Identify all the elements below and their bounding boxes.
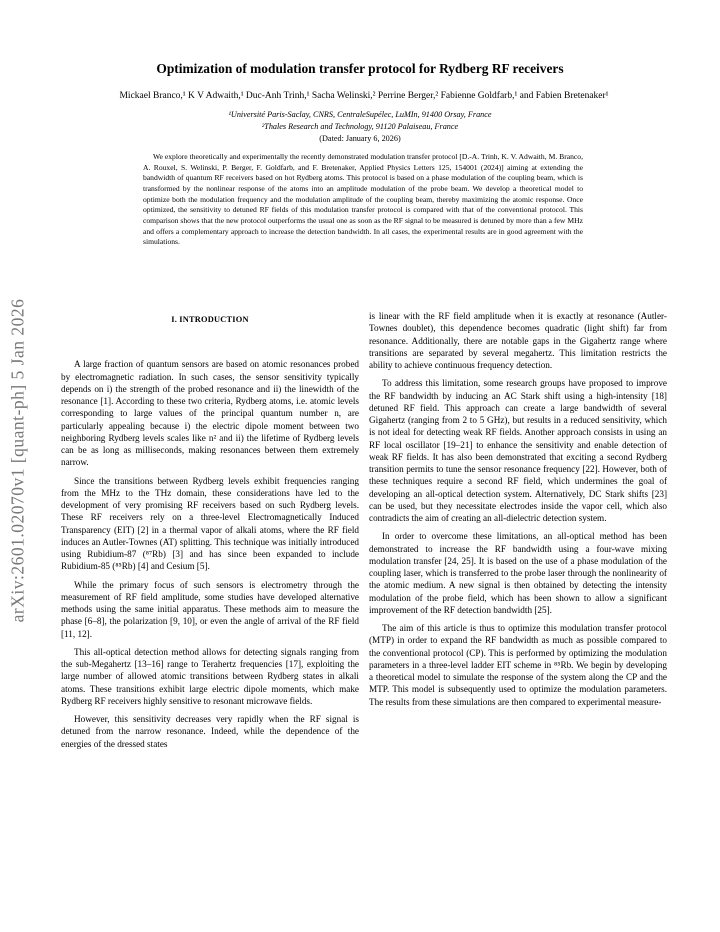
section-heading: I. INTRODUCTION <box>171 315 249 324</box>
paragraph: In order to overcome these limitations, an all-optical method has been demonstrated to increase the RF bandwidth using a four-wave mixing modulation transfer [24, 25]. It is based on the use of a phase modulation of the coupling laser, which is transferred to the probe laser through the nonlinearity of the atomic medium. A new signal is then obtained by detecting the intensity modulation of the probe field, which has been shown to allow a significant improvement of the RF detection bandwidth [25]. <box>369 531 667 615</box>
left-column <box>61 310 359 756</box>
paragraph: is linear with the RF field amplitude when it is exactly at resonance (Autler-Townes doublet), this dependence becomes quadratic (light shift) far from resonance. Additionally, there are notable gaps in the Gigahertz range where transitions are separated by several megahertz. This limitation restricts the ability to achieve continuous frequency detection. <box>369 311 667 370</box>
paper-title: Optimization of modulation transfer protocol for Rydberg RF receivers <box>156 61 564 76</box>
author-list: Mickael Branco,¹ K V Adwaith,¹ Duc-Anh Trinh,¹ Sacha Welinski,² Perrine Berger,² Fabienne Goldfarb,¹ and Fabien Bretenaker¹ <box>119 91 609 101</box>
right-column <box>369 310 667 714</box>
date-line: (Dated: January 6, 2026) <box>319 134 401 143</box>
paragraph: To address this limitation, some research groups have proposed to improve the RF bandwidth by inducing an AC Stark shift using a high-intensity [18] detuned RF field. This approach can create a large bandwidth of several Gigahertz (ranging from 2 to 5 GHz), but results in a reduced sensitivity, which is not ideal for detecting weak RF fields. Another approach consists in using an RF local oscillator [19–21] to enhance the sensitivity and enable detection of weak RF fields. It has also been demonstrated that exciting a second Rydberg transition permits to tune the sensor resonance frequency [22]. However, both of these techniques require a second RF field, which undermines the goal of developing an all-optical detection system. Alternatively, DC Stark shifts [23] can be used, but they necessitate electrodes inside the vapor cell, which also contradicts the aim of creating an all-dielectric detection system. <box>369 378 667 523</box>
arxiv-stamp: arXiv:2601.02070v1 [quant-ph] 5 Jan 2026 <box>7 298 28 623</box>
affiliation-2: ²Thales Research and Technology, 91120 Palaiseau, France <box>261 122 459 131</box>
abstract: We explore theoretically and experimentally the recently demonstrated modulation transfer protocol [D.-A. Trinh, K. V. Adwaith, M. Branco, A. Rouxel, S. Welinski, P. Berger, F. Goldfarb, and F. Bretenaker, Applied Physics Letters 125, 154001 (2024)] aiming at extending the bandwidth of quantum RF receivers based on hot Rydberg atoms. This protocol is based on a phase modulation of the coupling beam, which is transformed by the nonlinear response of the atoms into an amplitude modulation of the probe beam. We develop a theoretical model to optimize both the modulation frequency and the modulation amplitude of the coupling beam, thereby maximizing the atomic response. Once optimized, the sensitivity to detuned RF fields of this modulation transfer protocol is compared with that of the conventional protocol. This comparison shows that the new protocol outperforms the usual one as soon as the RF signal to be measured is detuned by more than a few MHz and offers a complementary approach to increase the detection bandwidth. In all cases, the experimental results are in good agreement with the simulations. <box>143 152 583 247</box>
paragraph: However, this sensitivity decreases very rapidly when the RF signal is detuned from the narrow resonance. Indeed, while the dependence of the energies of the dressed states <box>61 714 359 749</box>
paragraph: The aim of this article is thus to optimize this modulation transfer protocol (MTP) in order to expand the RF bandwidth as much as possible compared to the conventional protocol (CP). This is performed by optimizing the modulation parameters in a three-level ladder EIT scheme in ⁸⁵Rb. We begin by developing a theoretical model to simulate the response of the system along the CP and the MTP. This model is subsequently used to optimize the modulation parameters. The results from these simulations are then compared to experimental measure- <box>369 623 667 707</box>
paragraph: A large fraction of quantum sensors are based on atomic resonances probed by electromagnetic radiation. In such cases, the sensor sensitivity typically depends on i) the strength of the probed resonance and ii) the linewidth of the resonance [1]. According to these two criteria, Rydberg atoms, i.e. atomic levels corresponding to large values of the principal quantum number n, are particularly appealing because i) the electric dipole moment between two neighboring Rydberg levels scales like n² and ii) the lifetime of Rydberg levels can be as long as milliseconds, making resonances between them extremely narrow. <box>61 359 359 468</box>
paragraph: Since the transitions between Rydberg levels exhibit frequencies ranging from the MHz to the THz domain, these considerations have led to the development of very promising RF receivers based on such Rydberg levels. These RF receivers rely on a three-level Electromagnetically Induced Transparency (EIT) [2] in a thermal vapor of alkali atoms, where the RF field induces an Autler-Townes (AT) splitting. This technique was initially introduced using Rubidium-87 (⁸⁷Rb) [3] and has since been expanded to include Rubidium-85 (⁸⁵Rb) [4] and Cesium [5]. <box>61 475 359 572</box>
paragraph: While the primary focus of such sensors is electrometry through the measurement of RF field amplitude, some studies have developed alternative methods using the same initial apparatus. These methods aim to measure the phase [6–8], the polarization [9, 10], or even the angle of arrival of the RF field [11, 12]. <box>61 579 359 639</box>
paragraph: This all-optical detection method allows for detecting signals ranging from the sub-Megahertz [13–16] range to Terahertz frequencies [17], exploiting the large number of allowed atomic transitions between Rydberg states in alkali atoms. These transitions exhibit large electric dipole moments, which make Rydberg RF receivers highly sensitive to resonant microwave fields. <box>61 646 359 706</box>
affiliation-1: ¹Université Paris-Saclay, CNRS, CentraleSupélec, LuMIn, 91400 Orsay, France <box>228 110 492 119</box>
